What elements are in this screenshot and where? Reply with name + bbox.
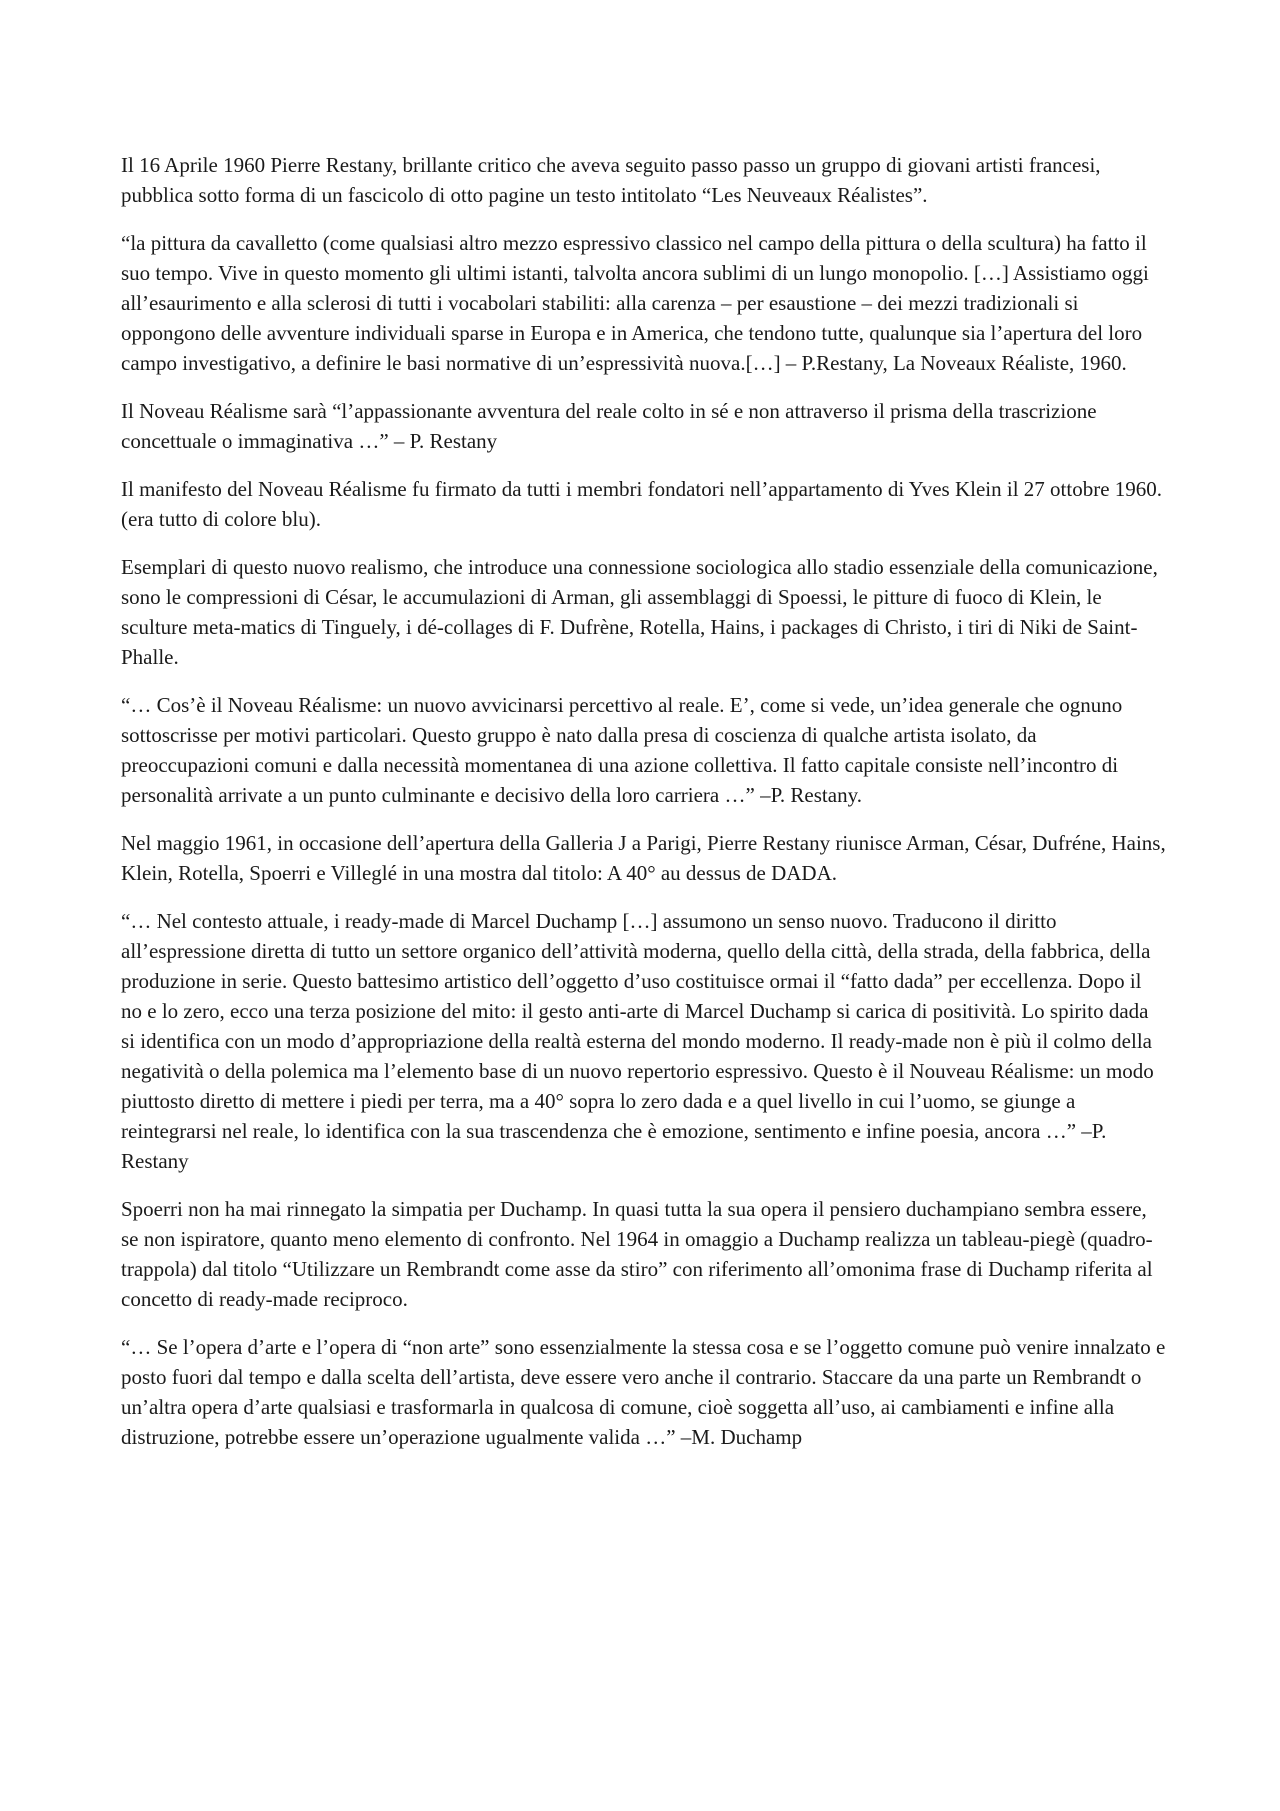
paragraph-quote-pittura-cavalletto: “la pittura da cavalletto (come qualsiasi altro mezzo espressivo classico nel campo della pittura o della scultura) ha fatto il suo tempo. Vive in questo momento gli ultimi istanti, talvolta ancora sublimi di un lungo monopolio. […] Assistiamo oggi all’esaurimento e alla sclerosi di tutti i vocabolari stabiliti: alla carenza – per esaustione – dei mezzi tradizionali si oppongono delle avventure individuali sparse in Europa e in America, che tendono tutte, qualunque sia l’apertura del loro campo investigativo, a definire le basi normative di un’espressività nuova.[…] – P.Restany, La Noveaux Réaliste, 1960. — [121, 231, 1149, 375]
paragraph-spoerri-duchamp: Spoerri non ha mai rinnegato la simpatia per Duchamp. In quasi tutta la sua opera il pensiero duchampiano sembra essere, se non ispiratore, quanto meno elemento di confronto. Nel 1964 in omaggio a Duchamp realizza un tableau-piegè (quadro-trappola) dal titolo “Utilizzare un Rembrandt come asse da stiro” con riferimento all’omonima frase di Duchamp riferita al concetto di ready-made reciproco. — [121, 1197, 1153, 1311]
paragraph-quote-ready-made: “… Nel contesto attuale, i ready-made di Marcel Duchamp […] assumono un senso nuovo. Traducono il diritto all’espressione diretta di tutto un settore organico dell’attività moderna, quello della città, della strada, della fabbrica, della produzione in serie. Questo battesimo artistico dell’oggetto d’uso costituisce ormai il “fatto dada” per eccellenza. Dopo il no e lo zero, ecco una terza posizione del mito: il gesto anti-arte di Marcel Duchamp si carica di positività. Lo spirito dada si identifica con un modo d’appropriazione della realtà esterna del mondo moderno. Il ready-made non è più il colmo della negatività o della polemica ma l’elemento base di un nuovo repertorio espressivo. Questo è il Nouveau Réalisme: un modo piuttosto diretto di mettere i piedi per terra, ma a 40° sopra lo zero dada e a quel livello in cui l’uomo, se giunge a reintegrarsi nel reale, lo identifica con la sua trascendenza che è emozione, sentimento e infine poesia, ancora …” –P. Restany — [121, 909, 1154, 1173]
paragraph-quote-cos-e: “… Cos’è il Noveau Réalisme: un nuovo avvicinarsi percettivo al reale. E’, come si vede, un’idea generale che ognuno sottoscrisse per motivi particolari. Questo gruppo è nato dalla presa di coscienza di qualche artista isolato, da preoccupazioni comuni e dalla necessità momentanea di una azione collettiva. Il fatto capitale consiste nell’incontro di personalità arrivate a un punto culminante e decisivo della loro carriera …” –P. Restany. — [121, 693, 1123, 807]
paragraph-quote-duchamp: “… Se l’opera d’arte e l’opera di “non arte” sono essenzialmente la stessa cosa e se l’oggetto comune può venire innalzato e posto fuori dal tempo e dalla scelta dell’artista, deve essere vero anche il contrario. Staccare da una parte un Rembrandt o un’altra opera d’arte qualsiasi e trasformarla in qualcosa di comune, cioè soggetta all’uso, ai cambiamenti e infine alla distruzione, potrebbe essere un’operazione ugualmente valida …” –M. Duchamp — [121, 1335, 1166, 1449]
paragraph-galleria-j: Nel maggio 1961, in occasione dell’apertura della Galleria J a Parigi, Pierre Restany riunisce Arman, César, Dufréne, Hains, Klein, Rotella, Spoerri e Villeglé in una mostra dal titolo: A 40° au dessus de DADA. — [121, 831, 1166, 885]
paragraph-avventura-del-reale: Il Noveau Réalisme sarà “l’appassionante avventura del reale colto in sé e non attraverso il prisma della trascrizione concettuale o immaginativa …” – P. Restany — [121, 399, 1097, 453]
document-body — [121, 150, 1166, 1470]
paragraph-intro-restany: Il 16 Aprile 1960 Pierre Restany, brillante critico che aveva seguito passo passo un gruppo di giovani artisti francesi, pubblica sotto forma di un fascicolo di otto pagine un testo intitolato “Les Neuveaux Réalistes”. — [121, 153, 1101, 207]
paragraph-manifesto-firmato: Il manifesto del Noveau Réalisme fu firmato da tutti i membri fondatori nell’appartamento di Yves Klein il 27 ottobre 1960. (era tutto di colore blu). — [121, 477, 1163, 531]
paragraph-esemplari: Esemplari di questo nuovo realismo, che introduce una connessione sociologica allo stadio essenziale della comunicazione, sono le compressioni di César, le accumulazioni di Arman, gli assemblaggi di Spoessi, le pitture di fuoco di Klein, le sculture meta-matics di Tinguely, i dé-collages di F. Dufrène, Rotella, Hains, i packages di Christo, i tiri di Niki de Saint-Phalle. — [121, 555, 1158, 669]
